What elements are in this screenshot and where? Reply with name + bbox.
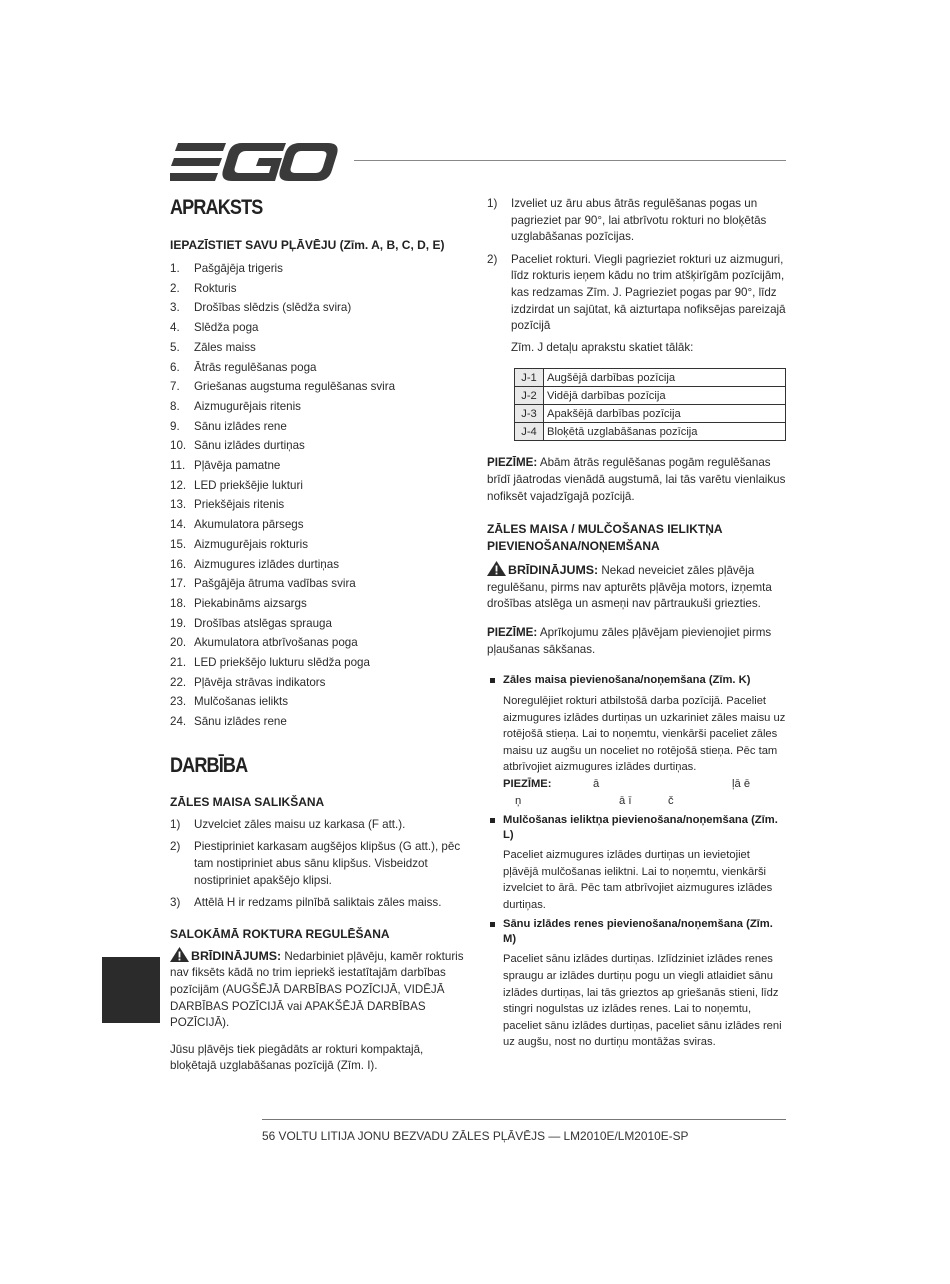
step-item [170,895,470,912]
part-label: Pļāvēja pamatne [194,459,281,473]
shipping-note: Jūsu pļāvējs tiek piegādāts ar rokturi kompaktajā, bloķētajā uzglabāšanas pozīcijā (Zīm. I). [170,1042,424,1073]
bullet-bag-title: Zāles maisa pievienošana/noņemšana (Zīm. K) [487,673,787,688]
position-code: J-1 [515,369,544,387]
detail-caption: Zīm. J detaļu aprakstu skatiet tālāk: [511,340,694,354]
part-item [170,298,470,318]
part-number: 24. [170,715,187,729]
part-label: Akumulatora pārsegs [194,518,304,532]
part-item [170,692,470,712]
part-number: 1. [170,262,180,275]
page-footer: 56 VOLTU LITIJA JONU BEZVADU ZĀLES PĻĀVĒJS — LM2010E/LM2010E-SP [262,1129,689,1143]
right-column [487,196,787,1051]
bullet-bag-text: Noregulējiet rokturi atbilstošā darba pozīcijā. Paceliet aizmugures izlādes durtiņas un uzkariniet zāles maisu uz rotējošā stieņa. Lai to noņemtu, vienkārši paceliet zāles maisu uz augšu un noceliet no rotējošā stieņa. Pēc tam atbrīvojiet aizmugures izlādes durtiņas. [503,695,786,774]
parts-list [170,259,470,732]
part-item [170,535,470,555]
handle-adjust-heading: SALOKĀMĀ ROKTURA REGULĒŠANA [170,926,390,941]
part-item [170,555,470,575]
position-description: Bloķētā uzglabāšanas pozīcija [544,423,786,441]
note-fragment: ļā ē [732,778,751,791]
step-text: Attēlā H ir redzams pilnībā saliktais zāles maiss. [194,896,442,910]
part-item [170,377,470,397]
step-number: 1) [487,197,498,210]
part-number: 4. [170,321,180,335]
part-label: Slēdža poga [194,321,259,335]
ego-logo [170,143,338,181]
position-code: J-2 [515,387,544,405]
part-item [170,515,470,535]
part-item [170,476,470,496]
warning-label: BRĪDINĀJUMS: [508,563,599,578]
position-description: Vidējā darbības pozīcija [544,387,786,405]
warning-text: Nedarbiniet pļāvēju, kamēr rokturis nav fiksēts kādā no trim iepriekš iestatītajām darbības pozīcijām (AUGŠĒJĀ DARBĪBAS POZĪCIJĀ, VIDĒJĀ DARBĪBAS POZĪCIJĀ vai APAKŠĒJĀ DARBĪBAS POZĪCIJĀ). [170,949,464,1030]
part-item [170,574,470,594]
part-label: Pašgājēja trigeris [194,262,283,275]
step-item [170,817,470,834]
part-item [170,338,470,358]
note-fragment: ā [593,778,600,791]
part-label: Mulčošanas ielikts [194,695,289,709]
part-item [170,456,470,476]
warning-icon [487,561,506,576]
note-attachments [487,625,787,658]
position-code: J-4 [515,423,544,441]
part-label: Rokturis [194,281,237,295]
part-item [170,318,470,338]
step-item [487,252,787,335]
part-label: Pļāvēja strāvas indikators [194,675,326,689]
bullet-bag-note [487,776,787,810]
handle-steps [487,196,787,335]
note-fragment: č [668,795,674,808]
step-text: Piestipriniet karkasam augšējos klipšus (G att.), pēc tam nostipriniet abus sānu klipšus. Visbeidzot nostipriniet apakšējo klipsi. [194,840,461,887]
step-text: Uzvelciet zāles maisu uz karkasa (F att.). [194,817,406,831]
note-text: Abām ātrās regulēšanas pogām regulēšanas brīdī jāatrodas vienādā augstumā, lai tās varētu vienlaikus nofiksēt vajadzīgajā pozīcijā. [487,456,786,503]
part-label: Drošības atslēgas sprauga [194,616,332,630]
bullet-square-icon [490,922,495,927]
part-number: 21. [170,656,187,670]
step-number: 2) [487,252,498,266]
part-number: 17. [170,577,187,591]
part-label: Aizmugures izlādes durtiņas [194,557,339,571]
note-fragment: ņ [515,795,522,808]
part-item [170,653,470,673]
part-item [170,633,470,653]
part-number: 8. [170,399,180,413]
handle-position-table [514,368,786,441]
header-rule [354,160,786,161]
part-item [170,259,470,279]
handle-warning [170,947,470,1032]
part-label: Aizmugurējais ritenis [194,399,301,413]
side-tab-marker [102,957,160,1023]
note-text: Aprīkojumu zāles pļāvējam pievienojiet pirms pļaušanas sākšanas. [487,625,772,656]
bullet-side-title: Sānu izlādes renes pievienošana/noņemšana (Zīm. M) [487,917,787,947]
part-label: Sānu izlādes rene [194,715,287,729]
warning-icon [170,947,189,962]
step-item [170,839,470,889]
step-text: Paceliet rokturi. Viegli pagrieziet rokturi uz aizmuguri, līdz rokturis ieņem kādu no trim atšķirīgām pozīcijām, kas redzamas Zīm. J. Pagrieziet pogas par 90°, līdz izdzirdat un sajūtat, kā aizturtapa nofiksējas pareizajā pozīcijā [511,252,786,333]
position-code: J-3 [515,405,544,423]
part-label: Sānu izlādes durtiņas [194,439,305,453]
part-number: 19. [170,616,187,630]
part-label: Ātrās regulēšanas poga [194,360,317,374]
part-number: 11. [170,459,186,473]
note-label: PIEZĪME: [487,625,538,639]
part-label: Drošības slēdzis (slēdža svira) [194,301,352,315]
table-row [515,387,786,405]
part-label: Zāles maiss [194,340,256,354]
table-row [515,405,786,423]
part-number: 14. [170,518,187,532]
left-column [170,196,470,1075]
part-item [170,358,470,378]
part-item [170,614,470,634]
note-knobs [487,455,787,505]
part-number: 5. [170,340,180,354]
part-number: 18. [170,596,187,610]
part-item [170,712,470,732]
part-item [170,495,470,515]
note-fragment: ā ī [619,795,632,808]
bag-steps [170,817,470,912]
part-label: Aizmugurējais rokturis [194,537,309,551]
footer-rule [262,1119,786,1120]
part-number: 20. [170,636,187,650]
position-description: Apakšējā darbības pozīcija [544,405,786,423]
warning-label: BRĪDINĀJUMS: [191,948,282,963]
bullet-square-icon [490,678,495,683]
step-item [487,196,787,246]
part-label: Pašgājēja ātruma vadības svira [194,577,356,591]
part-number: 10. [170,439,187,453]
table-row [515,369,786,387]
part-number: 9. [170,419,180,433]
part-number: 13. [170,498,187,512]
part-item [170,279,470,299]
part-label: Priekšējais ritenis [194,498,285,512]
step-number: 2) [170,840,181,854]
part-item [170,397,470,417]
part-item [170,594,470,614]
part-label: LED priekšējie lukturi [194,478,303,492]
part-number: 15. [170,537,187,551]
part-number: 6. [170,360,180,374]
section-title-darbiba: DARBĪBA [170,753,248,777]
part-item [170,417,470,437]
bag-assembly-heading: ZĀLES MAISA SALIKŠANA [170,794,325,809]
warning-text: Nekad neveiciet zāles pļāvēja regulēšanu, pirms nav apturēts pļāvēja motors, izņemta drošības atslēga un asmeņi nav pārtraukuši griezties. [487,564,772,611]
part-number: 7. [170,380,180,394]
part-item [170,436,470,456]
part-number: 23. [170,695,187,709]
know-your-mower-heading: IEPAZĪSTIET SAVU PĻĀVĒJU (Zīm. A, B, C, D, E) [170,238,445,252]
table-row [515,423,786,441]
part-label: LED priekšējo lukturu slēdža poga [194,656,370,670]
step-number: 3) [170,896,181,910]
section-title-apraksts: APRAKSTS [170,196,263,219]
part-label: Piekabināms aizsargs [194,596,307,610]
note-label: PIEZĪME: [503,778,552,791]
step-number: 1) [170,817,181,831]
bullet-mulch-text: Paceliet aizmugures izlādes durtiņas un ievietojiet pļāvējā mulčošanas ieliktni. Lai to noņemtu, vienkārši izvelciet to ārā. Pēc tam atbrīvojiet aizmugures izlādes durtiņas. [503,849,773,911]
attach-heading: ZĀLES MAISA / MULČOŠANAS IELIKTŅA PIEVIENOŠANA/NOŅEMŠANA [487,522,723,554]
position-description: Augšējā darbības pozīcija [544,369,786,387]
part-label: Akumulatora atbrīvošanas poga [194,636,358,650]
part-number: 2. [170,281,180,295]
bullet-mulch-title: Mulčošanas ieliktņa pievienošana/noņemšana (Zīm. L) [487,813,787,843]
attach-warning [487,561,787,613]
part-number: 12. [170,478,187,492]
note-label: PIEZĪME: [487,456,538,470]
bullet-square-icon [490,818,495,823]
part-number: 16. [170,557,187,571]
part-item [170,673,470,693]
part-label: Griešanas augstuma regulēšanas svira [194,380,396,394]
step-text: Izveliet uz āru abus ātrās regulēšanas pogas un pagrieziet par 90°, lai atbrīvotu rokturi no bloķētās uzglabāšanas pozīcijas. [511,197,767,244]
part-number: 3. [170,301,180,315]
part-label: Sānu izlādes rene [194,419,287,433]
part-number: 22. [170,675,187,689]
bullet-side-text: Paceliet sānu izlādes durtiņas. Izlīdziniet izlādes renes spraugu ar izlādes durtiņu pogu un viegli atlaidiet sānu izlādes durtiņas, lai tās grieztos ap griešanās stieni, līdz stingri nogulstas uz izlādes renes. Lai to noņemtu, paceliet sānu izlādes durtiņas, paceliet sānu izlādes reni uz augšu, nost no durtiņu montāžas sviras. [503,953,782,1049]
